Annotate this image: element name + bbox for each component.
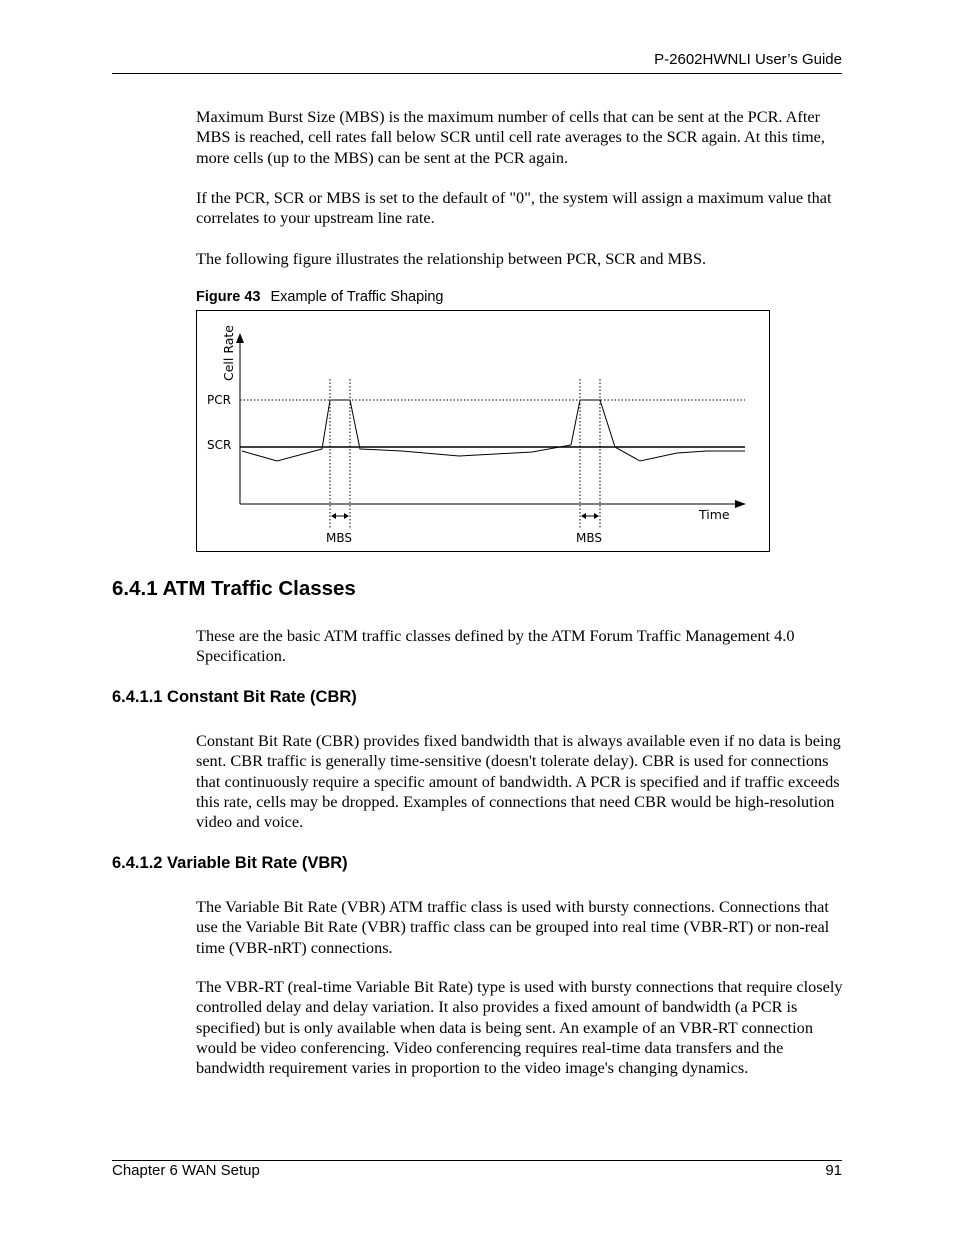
running-header: P-2602HWNLI User’s Guide	[654, 51, 842, 68]
section-heading-6-4-1-2: 6.4.1.2 Variable Bit Rate (VBR)	[112, 854, 348, 872]
figure-caption-text: Example of Traffic Shaping	[270, 289, 444, 305]
scr-label: SCR	[207, 438, 232, 452]
y-axis-label: Cell Rate	[221, 325, 236, 381]
paragraph-default-zero: If the PCR, SCR or MBS is set to the default of "0", the system will assign a maximum value that correlates to your upstream line rate.	[196, 188, 832, 228]
paragraph-cbr: Constant Bit Rate (CBR) provides fixed bandwidth that is always available even if no data is being sent. CBR traffic is generally time-sensitive (doesn't tolerate delay). CBR is used for connections that continuously require a specific amount of bandwidth. A PCR is specified and if traffic exceeds this rate, cells may be dropped. Examples of connections that need CBR would be high-resolution video and voice.	[196, 731, 841, 832]
mbs-arrow-2	[581, 513, 599, 519]
traffic-shaping-figure	[196, 310, 770, 552]
footer-chapter: Chapter 6 WAN Setup	[112, 1162, 260, 1179]
paragraph-mbs: Maximum Burst Size (MBS) is the maximum number of cells that can be sent at the PCR. After MBS is reached, cell rates fall below SCR until cell rate averages to the SCR again. At this time, more cells (up to the MBS) can be sent at the PCR again.	[196, 107, 825, 167]
footer-rule	[112, 1160, 842, 1161]
paragraph-vbr-intro: The Variable Bit Rate (VBR) ATM traffic class is used with bursty connections. Connections that use the Variable Bit Rate (VBR) traffic class can be grouped into real time (VBR-RT) or non-real time (VBR-nRT) connections.	[196, 897, 830, 957]
figure-number: Figure 43	[196, 289, 261, 305]
paragraph-figure-intro: The following figure illustrates the relationship between PCR, SCR and MBS.	[196, 249, 707, 268]
mbs-label-1: MBS	[326, 531, 352, 545]
paragraph-atm-classes: These are the basic ATM traffic classes defined by the ATM Forum Traffic Management 4.0 Specification.	[196, 626, 795, 666]
cell-rate-curve	[242, 400, 745, 461]
section-heading-6-4-1: 6.4.1 ATM Traffic Classes	[112, 577, 356, 600]
page-number: 91	[825, 1162, 842, 1179]
header-rule	[112, 73, 842, 74]
x-axis-label: Time	[699, 507, 730, 522]
section-heading-6-4-1-1: 6.4.1.1 Constant Bit Rate (CBR)	[112, 688, 357, 706]
paragraph-vbr-rt: The VBR-RT (real-time Variable Bit Rate) type is used with bursty connections that require closely controlled delay and delay variation. It also provides a fixed amount of bandwidth (a PCR is specified) but is only available when data is being sent. An example of an VBR-RT connection would be video conferencing. Video conferencing requires real-time data transfers and the bandwidth requirement varies in proportion to the video image's changing dynamics.	[196, 977, 843, 1078]
mbs-arrow-1	[331, 513, 349, 519]
traffic-shaping-diagram	[197, 311, 769, 551]
x-axis-arrow	[735, 500, 746, 508]
pcr-label: PCR	[207, 393, 231, 407]
mbs-label-2: MBS	[576, 531, 602, 545]
figure-caption	[196, 289, 444, 305]
y-axis-arrow	[236, 333, 244, 343]
